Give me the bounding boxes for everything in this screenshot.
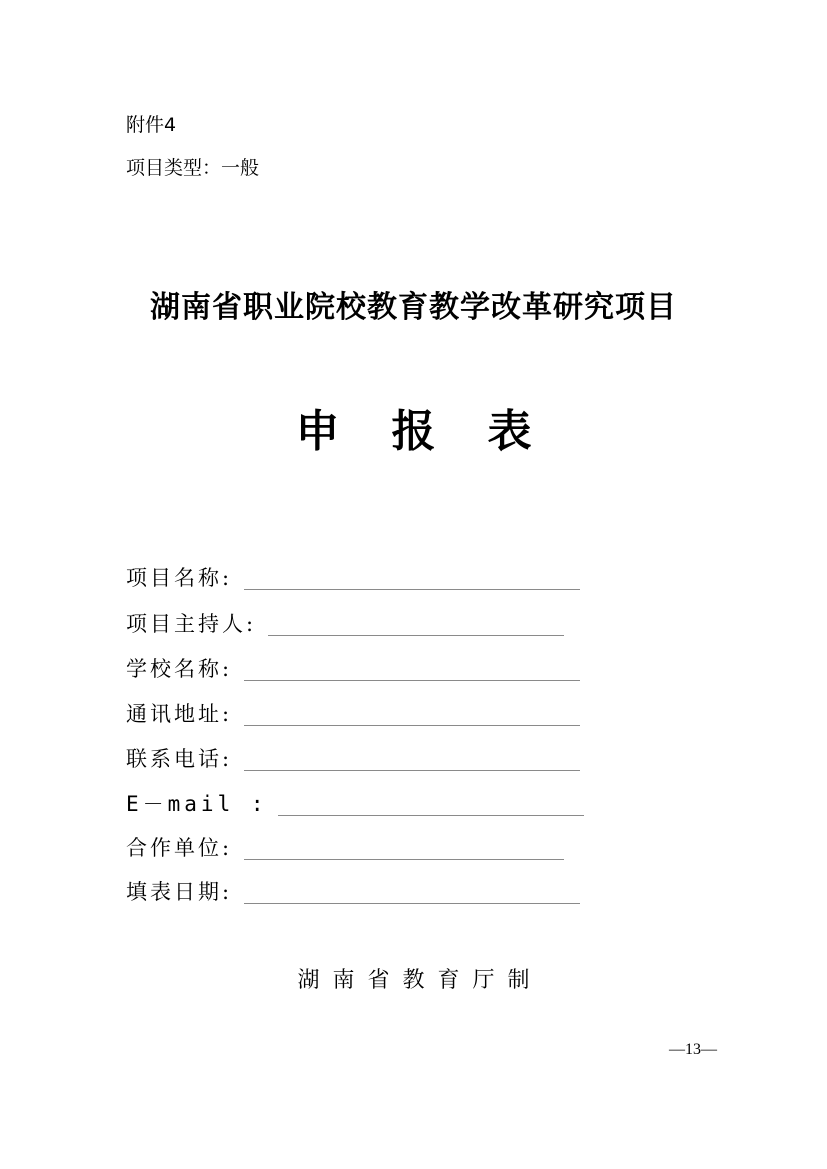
email-input[interactable]: [278, 793, 584, 816]
project-name-label: 项目名称:: [126, 566, 233, 590]
form-field-project-name: [126, 560, 580, 592]
document-title: 湖南省职业院校教育教学改革研究项目: [150, 290, 677, 325]
form-field-project-leader: [126, 606, 564, 638]
issuer-text: 湖南省教育厅制: [297, 968, 543, 993]
fill-date-input[interactable]: [244, 881, 580, 904]
partner-input[interactable]: [244, 837, 564, 860]
school-name-input[interactable]: [244, 658, 580, 681]
phone-input[interactable]: [244, 748, 580, 771]
partner-label: 合作单位:: [126, 836, 233, 860]
school-name-label: 学校名称:: [126, 657, 233, 681]
project-name-input[interactable]: [244, 567, 580, 590]
email-label: E－mail :: [126, 792, 268, 816]
fill-date-label: 填表日期:: [126, 880, 233, 904]
form-field-email: [126, 786, 584, 818]
project-type-label: 项目类型：一般: [126, 157, 260, 179]
page-number: —13—: [669, 1041, 717, 1058]
project-leader-label: 项目主持人:: [126, 612, 257, 636]
form-field-phone: [126, 741, 580, 773]
phone-label: 联系电话:: [126, 747, 233, 771]
document-subtitle: 申报表: [295, 406, 584, 457]
form-field-partner: [126, 830, 564, 862]
attachment-label: 附件4: [126, 114, 177, 136]
form-field-fill-date: [126, 874, 580, 906]
address-label: 通讯地址:: [126, 702, 233, 726]
form-field-school-name: [126, 651, 580, 683]
form-field-address: [126, 696, 580, 728]
address-input[interactable]: [244, 703, 580, 726]
project-leader-input[interactable]: [268, 613, 564, 636]
